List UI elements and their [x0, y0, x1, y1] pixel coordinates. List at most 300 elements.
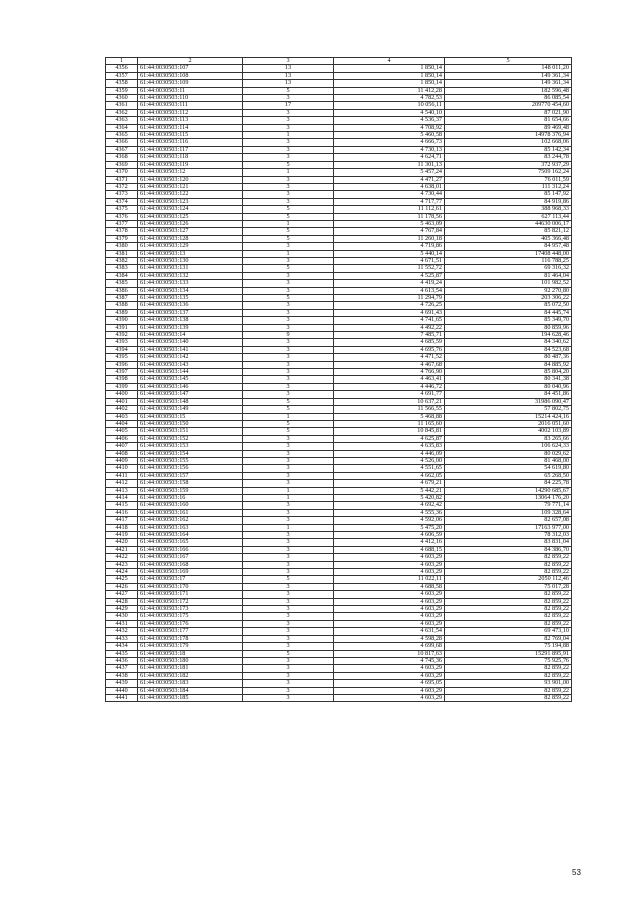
area-cell: 4 551,65 [334, 465, 445, 472]
cadastral-number-cell: 61:44:0030503:142 [138, 354, 243, 361]
table-row [106, 250, 572, 257]
row-number-cell: 4394 [106, 346, 138, 353]
value-cell: 65 268,50 [445, 472, 572, 479]
column-header-1: 1 [106, 58, 138, 65]
area-cell: 5 442,21 [334, 487, 445, 494]
row-number-cell: 4381 [106, 250, 138, 257]
table-row [106, 228, 572, 235]
count-cell: 3 [243, 324, 334, 331]
count-cell: 3 [243, 317, 334, 324]
area-cell: 4 638,01 [334, 183, 445, 190]
value-cell: 102 668,06 [445, 139, 572, 146]
count-cell: 5 [243, 420, 334, 427]
count-cell: 3 [243, 561, 334, 568]
value-cell: 17408 448,00 [445, 250, 572, 257]
count-cell: 3 [243, 694, 334, 701]
cadastral-number-cell: 61:44:0030503:11 [138, 87, 243, 94]
table-row [106, 257, 572, 264]
table-row [106, 502, 572, 509]
count-cell: 5 [243, 235, 334, 242]
count-cell: 1 [243, 413, 334, 420]
table-row [106, 650, 572, 657]
area-cell: 4 691,77 [334, 391, 445, 398]
value-cell: 13064 176,20 [445, 494, 572, 501]
cadastral-number-cell: 61:44:0030503:162 [138, 517, 243, 524]
cadastral-number-cell: 61:44:0030503:176 [138, 620, 243, 627]
cadastral-number-cell: 61:44:0030503:118 [138, 154, 243, 161]
cadastral-number-cell: 61:44:0030503:125 [138, 213, 243, 220]
column-header-5: 5 [445, 58, 572, 65]
table-row [106, 272, 572, 279]
value-cell: 82 769,04 [445, 635, 572, 642]
value-cell: 75 194,88 [445, 643, 572, 650]
area-cell: 11 165,60 [334, 420, 445, 427]
table-row [106, 665, 572, 672]
value-cell: 81 468,00 [445, 457, 572, 464]
area-cell: 4 730,13 [334, 146, 445, 153]
value-cell: 111 312,24 [445, 183, 572, 190]
row-number-cell: 4427 [106, 591, 138, 598]
cadastral-number-cell: 61:44:0030503:120 [138, 176, 243, 183]
table-row [106, 420, 572, 427]
cadastral-number-cell: 61:44:0030503:172 [138, 598, 243, 605]
row-number-cell: 4430 [106, 613, 138, 620]
area-cell: 5 475,20 [334, 524, 445, 531]
cadastral-number-cell: 61:44:0030503:12 [138, 169, 243, 176]
table-row [106, 198, 572, 205]
row-number-cell: 4400 [106, 391, 138, 398]
row-number-cell: 4422 [106, 554, 138, 561]
area-cell: 4 603,29 [334, 687, 445, 694]
page-number: 53 [572, 868, 581, 877]
area-cell: 4 782,53 [334, 95, 445, 102]
count-cell: 3 [243, 620, 334, 627]
area-cell: 5 440,14 [334, 250, 445, 257]
value-cell: 84 919,86 [445, 198, 572, 205]
area-cell: 4 708,92 [334, 124, 445, 131]
table-row [106, 472, 572, 479]
column-header-3: 3 [243, 58, 334, 65]
area-cell: 4 603,29 [334, 569, 445, 576]
cadastral-number-cell: 61:44:0030503:111 [138, 102, 243, 109]
area-cell: 4 603,29 [334, 606, 445, 613]
table-row [106, 117, 572, 124]
cadastral-number-cell: 61:44:0030503:177 [138, 628, 243, 635]
count-cell: 5 [243, 206, 334, 213]
value-cell: 627 113,44 [445, 213, 572, 220]
value-cell: 92 270,80 [445, 287, 572, 294]
value-cell: 85 821,12 [445, 228, 572, 235]
count-cell: 1 [243, 132, 334, 139]
value-cell: 82 859,22 [445, 687, 572, 694]
table-row [106, 72, 572, 79]
row-number-cell: 4383 [106, 265, 138, 272]
count-cell: 3 [243, 309, 334, 316]
cadastral-number-cell: 61:44:0030503:131 [138, 265, 243, 272]
row-number-cell: 4414 [106, 494, 138, 501]
area-cell: 4 603,29 [334, 554, 445, 561]
row-number-cell: 4439 [106, 680, 138, 687]
cadastral-number-cell: 61:44:0030503:178 [138, 635, 243, 642]
area-cell: 4 603,29 [334, 591, 445, 598]
area-cell: 4 555,36 [334, 509, 445, 516]
table-row [106, 561, 572, 568]
count-cell: 3 [243, 391, 334, 398]
cadastral-number-cell: 61:44:0030503:113 [138, 117, 243, 124]
table-row [106, 220, 572, 227]
row-number-cell: 4410 [106, 465, 138, 472]
count-cell: 3 [243, 257, 334, 264]
cadastral-number-cell: 61:44:0030503:154 [138, 450, 243, 457]
row-number-cell: 4419 [106, 532, 138, 539]
cadastral-number-cell: 61:44:0030503:139 [138, 324, 243, 331]
value-cell: 78 312,03 [445, 532, 572, 539]
area-cell: 4 471,27 [334, 176, 445, 183]
area-cell: 11 552,72 [334, 265, 445, 272]
cadastral-number-cell: 61:44:0030503:108 [138, 72, 243, 79]
value-cell: 148 011,20 [445, 65, 572, 72]
area-cell: 10 637,21 [334, 398, 445, 405]
value-cell: 82 859,22 [445, 554, 572, 561]
table-row [106, 539, 572, 546]
value-cell: 2016 051,60 [445, 420, 572, 427]
count-cell: 3 [243, 346, 334, 353]
count-cell: 9 [243, 332, 334, 339]
value-cell: 182 596,48 [445, 87, 572, 94]
table-row [106, 383, 572, 390]
cadastral-number-cell: 61:44:0030503:129 [138, 243, 243, 250]
area-cell: 4 767,84 [334, 228, 445, 235]
table-row [106, 680, 572, 687]
area-cell: 4 625,87 [334, 435, 445, 442]
area-cell: 4 540,10 [334, 109, 445, 116]
count-cell: 1 [243, 487, 334, 494]
cadastral-number-cell: 61:44:0030503:147 [138, 391, 243, 398]
table-row [106, 509, 572, 516]
row-number-cell: 4434 [106, 643, 138, 650]
table-row [106, 109, 572, 116]
area-cell: 10 817,63 [334, 650, 445, 657]
value-cell: 194 628,46 [445, 332, 572, 339]
count-cell: 3 [243, 361, 334, 368]
row-number-cell: 4421 [106, 546, 138, 553]
cadastral-number-cell: 61:44:0030503:156 [138, 465, 243, 472]
table-row [106, 139, 572, 146]
table-row [106, 280, 572, 287]
count-cell: 3 [243, 657, 334, 664]
area-cell: 10 845,81 [334, 428, 445, 435]
row-number-cell: 4356 [106, 65, 138, 72]
count-cell: 3 [243, 546, 334, 553]
cadastral-number-cell: 61:44:0030503:183 [138, 680, 243, 687]
value-cell: 84 386,70 [445, 546, 572, 553]
row-number-cell: 4396 [106, 361, 138, 368]
area-cell: 4 606,59 [334, 532, 445, 539]
row-number-cell: 4395 [106, 354, 138, 361]
count-cell: 1 [243, 494, 334, 501]
table-row [106, 243, 572, 250]
cadastral-number-cell: 61:44:0030503:153 [138, 443, 243, 450]
count-cell: 5 [243, 265, 334, 272]
area-cell: 4 603,29 [334, 620, 445, 627]
table-row [106, 146, 572, 153]
table-row [106, 532, 572, 539]
count-cell: 3 [243, 124, 334, 131]
area-cell: 5 463,09 [334, 220, 445, 227]
row-number-cell: 4363 [106, 117, 138, 124]
value-cell: 82 859,22 [445, 613, 572, 620]
area-cell: 4 730,44 [334, 191, 445, 198]
count-cell: 3 [243, 369, 334, 376]
count-cell: 3 [243, 339, 334, 346]
value-cell: 86 085,54 [445, 95, 572, 102]
table-row [106, 191, 572, 198]
table-row [106, 450, 572, 457]
count-cell: 5 [243, 213, 334, 220]
cadastral-number-cell: 61:44:0030503:150 [138, 420, 243, 427]
table-row [106, 443, 572, 450]
table-row [106, 687, 572, 694]
value-cell: 84 523,68 [445, 346, 572, 353]
row-number-cell: 4437 [106, 665, 138, 672]
area-cell: 4 446,72 [334, 383, 445, 390]
value-cell: 14290 685,67 [445, 487, 572, 494]
count-cell: 1 [243, 250, 334, 257]
count-cell: 3 [243, 598, 334, 605]
area-cell: 4 598,28 [334, 635, 445, 642]
value-cell: 84 451,86 [445, 391, 572, 398]
count-cell: 3 [243, 509, 334, 516]
count-cell: 3 [243, 272, 334, 279]
row-number-cell: 4370 [106, 169, 138, 176]
cadastral-number-cell: 61:44:0030503:182 [138, 672, 243, 679]
cadastral-number-cell: 61:44:0030503:121 [138, 183, 243, 190]
area-cell: 4 592,06 [334, 517, 445, 524]
count-cell: 3 [243, 383, 334, 390]
row-number-cell: 4375 [106, 206, 138, 213]
table-row [106, 206, 572, 213]
count-cell: 5 [243, 295, 334, 302]
area-cell: 4 699,68 [334, 643, 445, 650]
row-number-cell: 4385 [106, 280, 138, 287]
table-row [106, 635, 572, 642]
count-cell: 5 [243, 428, 334, 435]
row-number-cell: 4408 [106, 450, 138, 457]
row-number-cell: 4378 [106, 228, 138, 235]
area-cell: 1 850,14 [334, 72, 445, 79]
column-number-header-row [106, 58, 572, 65]
cadastral-number-cell: 61:44:0030503:145 [138, 376, 243, 383]
cadastral-number-cell: 61:44:0030503:122 [138, 191, 243, 198]
cadastral-number-cell: 61:44:0030503:138 [138, 317, 243, 324]
cadastral-number-cell: 61:44:0030503:161 [138, 509, 243, 516]
area-cell: 4 695,76 [334, 346, 445, 353]
count-cell: 17 [243, 102, 334, 109]
table-row [106, 317, 572, 324]
area-cell: 4 688,58 [334, 583, 445, 590]
value-cell: 75 017,28 [445, 583, 572, 590]
area-cell: 4 624,71 [334, 154, 445, 161]
count-cell: 5 [243, 87, 334, 94]
row-number-cell: 4401 [106, 398, 138, 405]
table-row [106, 694, 572, 701]
area-cell: 10 056,11 [334, 102, 445, 109]
count-cell: 3 [243, 376, 334, 383]
value-cell: 14978 376,94 [445, 132, 572, 139]
row-number-cell: 4399 [106, 383, 138, 390]
table-row [106, 265, 572, 272]
value-cell: 83 265,66 [445, 435, 572, 442]
cadastral-number-cell: 61:44:0030503:149 [138, 406, 243, 413]
value-cell: 82 859,22 [445, 620, 572, 627]
row-number-cell: 4377 [106, 220, 138, 227]
table-row [106, 132, 572, 139]
table-row [106, 465, 572, 472]
area-cell: 11 412,28 [334, 87, 445, 94]
area-cell: 4 688,15 [334, 546, 445, 553]
area-cell: 4 467,68 [334, 361, 445, 368]
value-cell: 79 771,14 [445, 502, 572, 509]
table-body [106, 65, 572, 702]
cadastral-number-cell: 61:44:0030503:152 [138, 435, 243, 442]
value-cell: 76 011,59 [445, 176, 572, 183]
cadastral-number-cell: 61:44:0030503:166 [138, 546, 243, 553]
value-cell: 116 788,25 [445, 257, 572, 264]
count-cell: 3 [243, 628, 334, 635]
area-cell: 4 666,73 [334, 139, 445, 146]
count-cell: 3 [243, 139, 334, 146]
value-cell: 82 859,22 [445, 694, 572, 701]
count-cell: 5 [243, 228, 334, 235]
cadastral-number-cell: 61:44:0030503:127 [138, 228, 243, 235]
row-number-cell: 4371 [106, 176, 138, 183]
cadastral-number-cell: 61:44:0030503:148 [138, 398, 243, 405]
table-row [106, 332, 572, 339]
table-row [106, 657, 572, 664]
area-cell: 4 726,25 [334, 302, 445, 309]
row-number-cell: 4423 [106, 561, 138, 568]
area-cell: 4 741,65 [334, 317, 445, 324]
cadastral-number-cell: 61:44:0030503:167 [138, 554, 243, 561]
cadastral-value-table [105, 57, 572, 702]
row-number-cell: 4362 [106, 109, 138, 116]
row-number-cell: 4392 [106, 332, 138, 339]
area-cell: 4 446,09 [334, 450, 445, 457]
value-cell: 80 859,96 [445, 324, 572, 331]
table-row [106, 620, 572, 627]
table-row [106, 154, 572, 161]
value-cell: 82 859,22 [445, 606, 572, 613]
cadastral-number-cell: 61:44:0030503:14 [138, 332, 243, 339]
row-number-cell: 4366 [106, 139, 138, 146]
value-cell: 80 040,96 [445, 383, 572, 390]
value-cell: 4002 103,89 [445, 428, 572, 435]
row-number-cell: 4364 [106, 124, 138, 131]
value-cell: 101 982,52 [445, 280, 572, 287]
cadastral-number-cell: 61:44:0030503:126 [138, 220, 243, 227]
area-cell: 4 603,29 [334, 694, 445, 701]
table-row [106, 346, 572, 353]
count-cell: 3 [243, 354, 334, 361]
count-cell: 3 [243, 198, 334, 205]
row-number-cell: 4393 [106, 339, 138, 346]
value-cell: 7509 162,24 [445, 169, 572, 176]
row-number-cell: 4426 [106, 583, 138, 590]
table-row [106, 213, 572, 220]
count-cell: 3 [243, 191, 334, 198]
row-number-cell: 4405 [106, 428, 138, 435]
value-cell: 31986 090,47 [445, 398, 572, 405]
row-number-cell: 4404 [106, 420, 138, 427]
value-cell: 203 306,22 [445, 295, 572, 302]
value-cell: 82 859,22 [445, 561, 572, 568]
value-cell: 84 445,74 [445, 309, 572, 316]
table-row [106, 235, 572, 242]
row-number-cell: 4357 [106, 72, 138, 79]
count-cell: 5 [243, 650, 334, 657]
cadastral-number-cell: 61:44:0030503:165 [138, 539, 243, 546]
count-cell: 1 [243, 169, 334, 176]
count-cell: 3 [243, 450, 334, 457]
value-cell: 2050 112,46 [445, 576, 572, 583]
area-cell: 7 485,71 [334, 332, 445, 339]
cadastral-number-cell: 61:44:0030503:110 [138, 95, 243, 102]
row-number-cell: 4359 [106, 87, 138, 94]
row-number-cell: 4380 [106, 243, 138, 250]
count-cell: 3 [243, 302, 334, 309]
table-row [106, 457, 572, 464]
value-cell: 80 487,36 [445, 354, 572, 361]
count-cell: 1 [243, 220, 334, 227]
table-row [106, 398, 572, 405]
cadastral-number-cell: 61:44:0030503:164 [138, 532, 243, 539]
table-row [106, 87, 572, 94]
count-cell: 3 [243, 280, 334, 287]
value-cell: 82 859,22 [445, 665, 572, 672]
value-cell: 75 925,76 [445, 657, 572, 664]
value-cell: 85 804,20 [445, 369, 572, 376]
row-number-cell: 4425 [106, 576, 138, 583]
count-cell: 3 [243, 606, 334, 613]
table-row [106, 494, 572, 501]
value-cell: 57 802,75 [445, 406, 572, 413]
value-cell: 106 624,33 [445, 443, 572, 450]
count-cell: 3 [243, 643, 334, 650]
count-cell: 5 [243, 398, 334, 405]
value-cell: 54 619,80 [445, 465, 572, 472]
count-cell: 3 [243, 146, 334, 153]
count-cell: 13 [243, 65, 334, 72]
cadastral-number-cell: 61:44:0030503:141 [138, 346, 243, 353]
table-row [106, 524, 572, 531]
table-row [106, 569, 572, 576]
area-cell: 4 525,87 [334, 272, 445, 279]
table-row [106, 361, 572, 368]
area-cell: 1 850,14 [334, 65, 445, 72]
row-number-cell: 4376 [106, 213, 138, 220]
area-cell: 4 492,22 [334, 324, 445, 331]
count-cell: 3 [243, 591, 334, 598]
row-number-cell: 4372 [106, 183, 138, 190]
value-cell: 44630 006,17 [445, 220, 572, 227]
row-number-cell: 4398 [106, 376, 138, 383]
value-cell: 84 340,62 [445, 339, 572, 346]
area-cell: 4 536,37 [334, 117, 445, 124]
count-cell: 3 [243, 554, 334, 561]
row-number-cell: 4374 [106, 198, 138, 205]
count-cell: 3 [243, 569, 334, 576]
count-cell: 3 [243, 243, 334, 250]
